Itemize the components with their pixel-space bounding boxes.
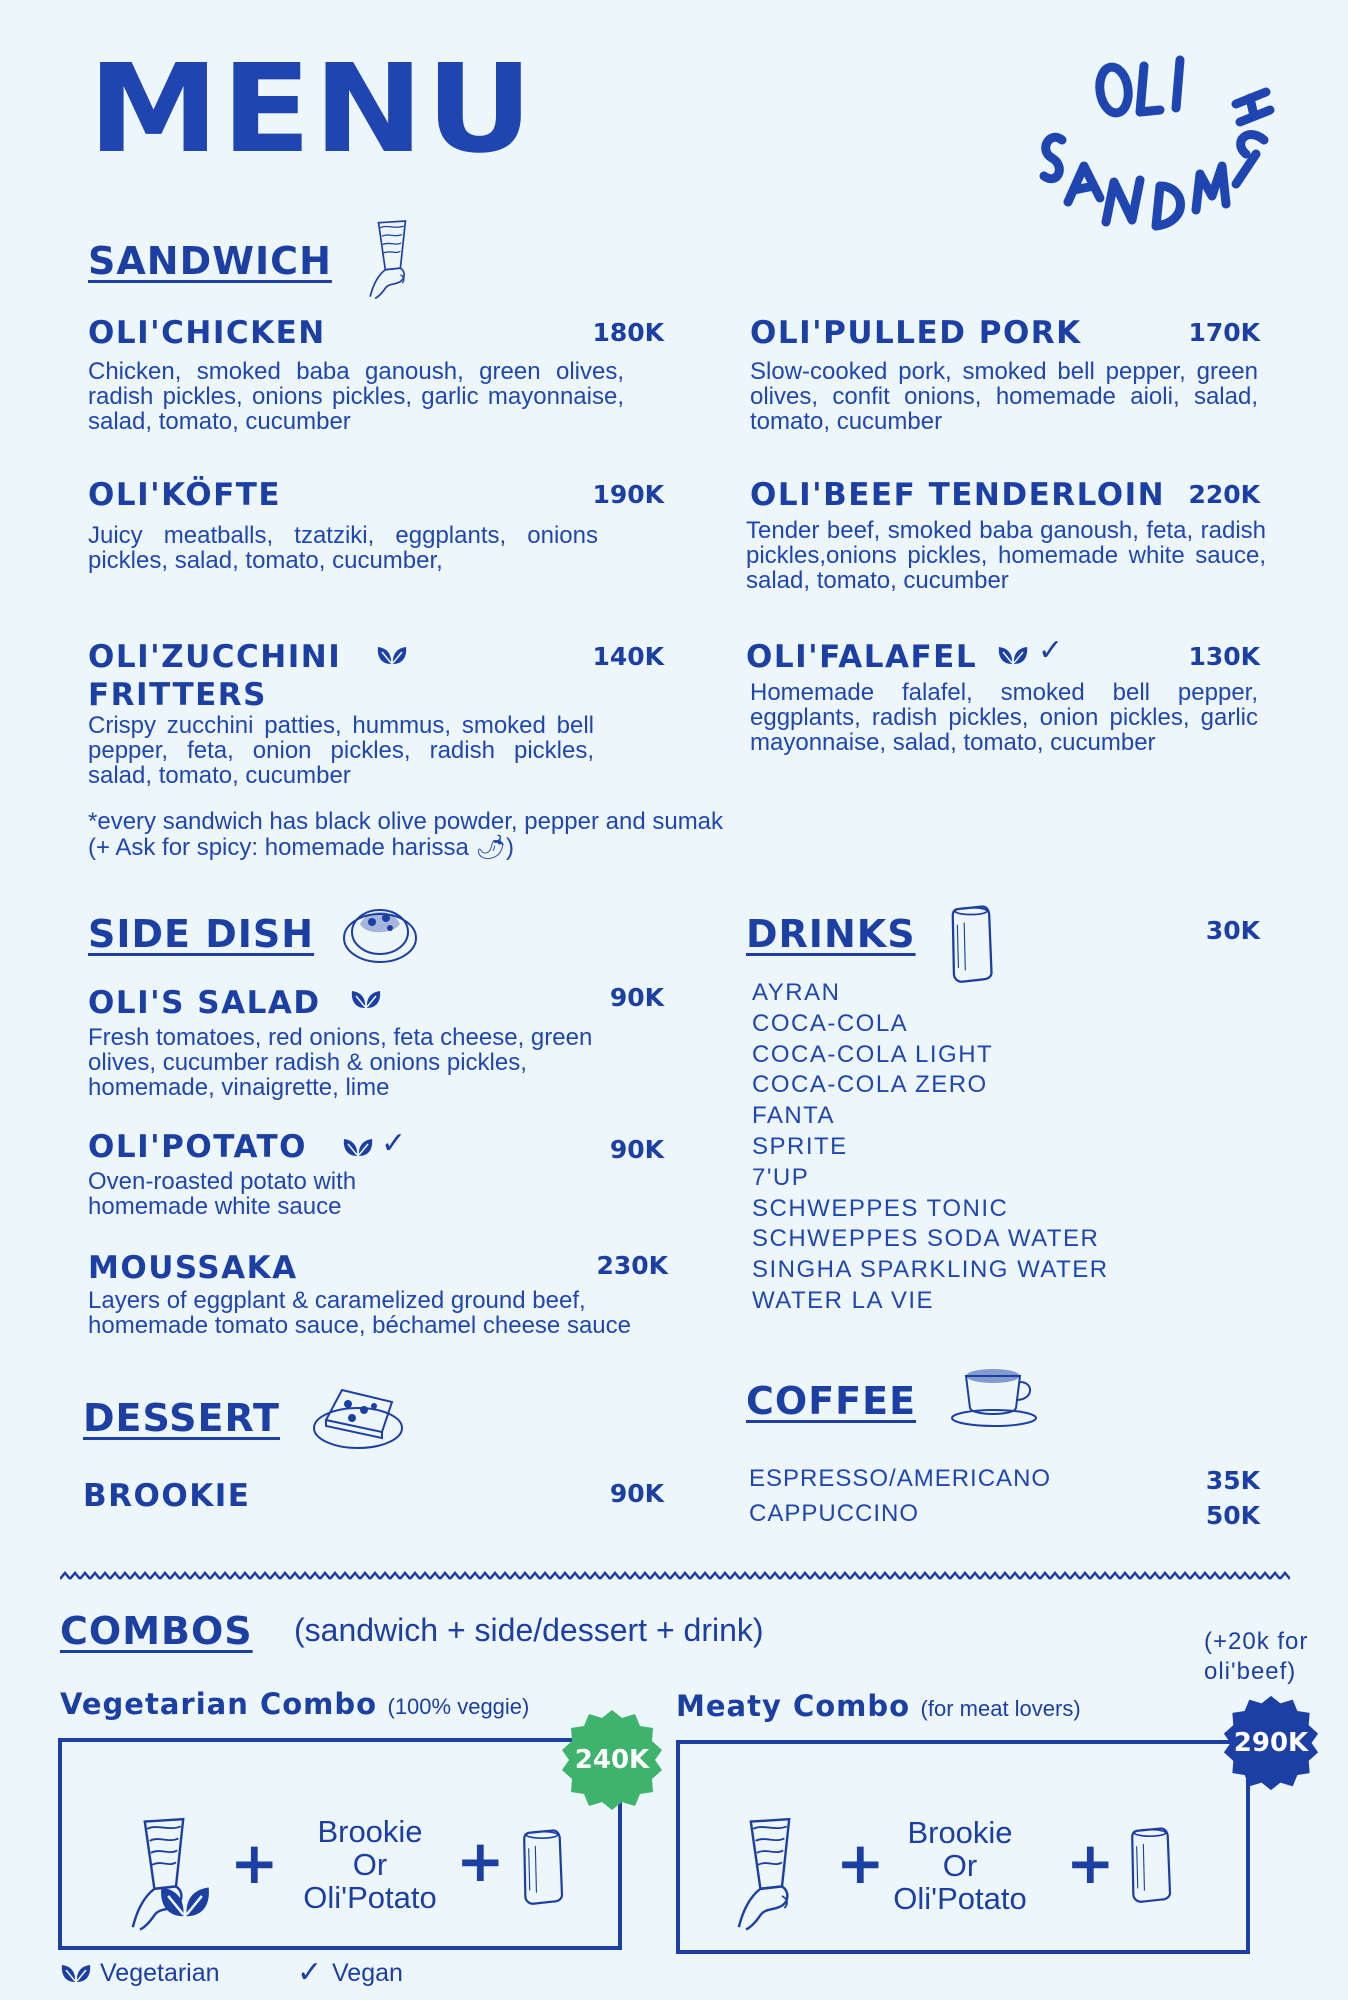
vegetarian-leaf-icon — [350, 988, 382, 1010]
legend-vegan: Vegan — [332, 1959, 403, 1987]
dessert-heading: DESSERT — [83, 1396, 280, 1440]
choice-line: Or — [352, 1847, 388, 1882]
item-name-falafel: OLI'FALAFEL — [746, 639, 978, 675]
vegan-check-icon: ✓ — [297, 1956, 323, 1989]
drinks-list — [752, 978, 1109, 1317]
choice-line: Or — [942, 1848, 978, 1883]
drink-can-icon — [946, 902, 996, 984]
vegan-check-icon: ✓ — [381, 1127, 407, 1160]
drink-can-icon — [1126, 1824, 1174, 1904]
meat-combo-choice — [860, 1816, 1060, 1915]
item-name-kofte: OLI'KÖFTE — [88, 477, 282, 513]
choice-line: Oli'Potato — [893, 1881, 1027, 1916]
sandwich-heading: SANDWICH — [88, 239, 332, 283]
drinks-heading: DRINKS — [746, 912, 916, 956]
item-name-oli-potato: OLI'POTATO — [88, 1129, 308, 1165]
item-price-zucchini-fritters: 140K — [592, 642, 664, 671]
plus-icon: + — [1066, 1829, 1115, 1897]
choice-line: Brookie — [317, 1814, 423, 1849]
drink-item: COCA-COLA LIGHT — [752, 1040, 994, 1068]
drink-item: SINGHA SPARKLING WATER — [752, 1256, 1109, 1284]
veg-combo-price: 240K — [574, 1745, 650, 1775]
item-desc-pulled-pork: Slow-cooked pork, smoked bell pepper, green olives, confit onions, homemade aioli, salad, tomato, cucumber — [750, 358, 1258, 435]
drink-item: FANTA — [752, 1102, 836, 1130]
vegan-check-icon: ✓ — [1038, 634, 1064, 667]
item-desc-falafel: Homemade falafel, smoked bell pepper, eggplants, radish pickles, onion pickles, garlic mayonnaise, salad, tomato, cucumber — [750, 679, 1258, 756]
item-price-kofte: 190K — [592, 480, 664, 509]
item-desc-beef-tenderloin: Tender beef, smoked baba ganoush, feta, radish pickles,onions pickles, homemade white sauce, salad, tomato, cucumber — [746, 517, 1266, 594]
drink-item: SPRITE — [752, 1132, 848, 1160]
spicy-note: (+ Ask for spicy: homemade harissa 🌶) — [88, 834, 514, 861]
side-dish-heading: SIDE DISH — [88, 912, 315, 956]
item-name-moussaka: MOUSSAKA — [88, 1250, 298, 1286]
drink-item: 7'UP — [752, 1163, 810, 1191]
coffee-price-cappuccino: 50K — [1205, 1501, 1260, 1530]
item-name-chicken: OLI'CHICKEN — [88, 315, 326, 351]
combos-subtitle: (sandwich + side/dessert + drink) — [294, 1612, 764, 1648]
item-desc-oli-potato: Oven-roasted potato with homemade white sauce — [88, 1168, 357, 1220]
combos-heading: COMBOS — [60, 1609, 253, 1653]
drinks-price: 30K — [1205, 916, 1260, 945]
item-name-brookie: BROOKIE — [83, 1478, 251, 1514]
vegetarian-leaf-icon — [376, 644, 408, 666]
drink-item: SCHWEPPES TONIC — [752, 1194, 1009, 1222]
choice-line: Brookie — [907, 1815, 1013, 1850]
drink-item: WATER LA VIE — [752, 1286, 935, 1314]
item-name-olis-salad: OLI'S SALAD — [88, 985, 321, 1021]
coffee-item-espresso: ESPRESSO/AMERICANO — [749, 1465, 1052, 1492]
vegetarian-leaf-icon — [997, 644, 1029, 666]
wavy-divider — [60, 1571, 1290, 1583]
coffee-cup-icon — [950, 1364, 1046, 1428]
wrap-icon — [362, 216, 422, 300]
veg-combo-title: Vegetarian Combo — [60, 1687, 378, 1721]
item-desc-olis-salad: Fresh tomatoes, red onions, feta cheese, green olives, cucumber radish & onions pickles, homemade, vinaigrette, lime — [88, 1024, 593, 1101]
meat-combo-title: Meaty Combo — [676, 1689, 911, 1723]
drink-item: COCA-COLA — [752, 1009, 909, 1037]
page-title: MENU — [88, 38, 536, 180]
item-desc-zucchini-fritters: Crispy zucchini patties, hummus, smoked bell pepper, feta, onion pickles, radish pickles, salad, tomato, cucumber — [88, 712, 594, 789]
veg-combo-title-row — [60, 1687, 529, 1721]
item-name-zucchini-fritters: OLI'ZUCCHINI FRITTERS — [88, 639, 342, 713]
veg-combo-choice — [270, 1815, 470, 1914]
vegetarian-leaf-icon — [342, 1136, 374, 1158]
item-desc-moussaka: Layers of eggplant & caramelized ground beef, homemade tomato sauce, béchamel cheese sauce — [88, 1287, 631, 1339]
item-price-moussaka: 230K — [596, 1251, 668, 1280]
meat-combo-price: 290K — [1233, 1728, 1309, 1758]
vegetarian-leaf-icon — [60, 1962, 92, 1984]
drink-item: SCHWEPPES SODA WATER — [752, 1225, 1100, 1253]
item-price-pulled-pork: 170K — [1188, 318, 1260, 347]
item-price-chicken: 180K — [592, 318, 664, 347]
brookie-plate-icon — [312, 1380, 404, 1452]
item-price-beef-tenderloin: 220K — [1188, 480, 1260, 509]
veg-combo-subtitle: (100% veggie) — [387, 1694, 530, 1719]
salad-bowl-icon — [340, 894, 420, 966]
coffee-item-cappuccino: CAPPUCCINO — [749, 1500, 920, 1527]
choice-line: Oli'Potato — [303, 1880, 437, 1915]
plus-icon: + — [836, 1829, 885, 1897]
oli-sandwich-logo — [1010, 30, 1280, 260]
item-name-pulled-pork: OLI'PULLED PORK — [750, 315, 1082, 351]
drink-item: AYRAN — [752, 979, 841, 1006]
wrap-icon — [734, 1812, 806, 1932]
item-price-olis-salad: 90K — [609, 983, 664, 1012]
item-price-oli-potato: 90K — [609, 1135, 664, 1164]
meat-combo-title-row — [676, 1689, 1081, 1723]
item-name-beef-tenderloin: OLI'BEEF TENDERLOIN — [750, 477, 1166, 513]
item-desc-kofte: Juicy meatballs, tzatziki, eggplants, onions pickles, salad, tomato, cucumber, — [88, 522, 598, 574]
item-price-brookie: 90K — [609, 1479, 664, 1508]
meat-combo-subtitle: (for meat lovers) — [920, 1696, 1081, 1721]
legend-vegetarian: Vegetarian — [100, 1959, 220, 1987]
coffee-heading: COFFEE — [746, 1379, 917, 1423]
sandwich-note: *every sandwich has black olive powder, pepper and sumak — [88, 808, 724, 835]
coffee-price-espresso: 35K — [1205, 1466, 1260, 1495]
drink-can-icon — [518, 1826, 566, 1906]
plus-icon: + — [230, 1829, 279, 1897]
item-price-falafel: 130K — [1188, 642, 1260, 671]
vegetarian-leaf-icon — [158, 1882, 212, 1920]
plus-icon: + — [456, 1827, 505, 1895]
drink-item: COCA-COLA ZERO — [752, 1071, 988, 1099]
beef-surcharge-note: (+20k for oli'beef) — [1204, 1628, 1309, 1685]
item-desc-chicken: Chicken, smoked baba ganoush, green olives, radish pickles, onions pickles, garlic mayonnaise, salad, tomato, cucumber — [88, 358, 624, 435]
